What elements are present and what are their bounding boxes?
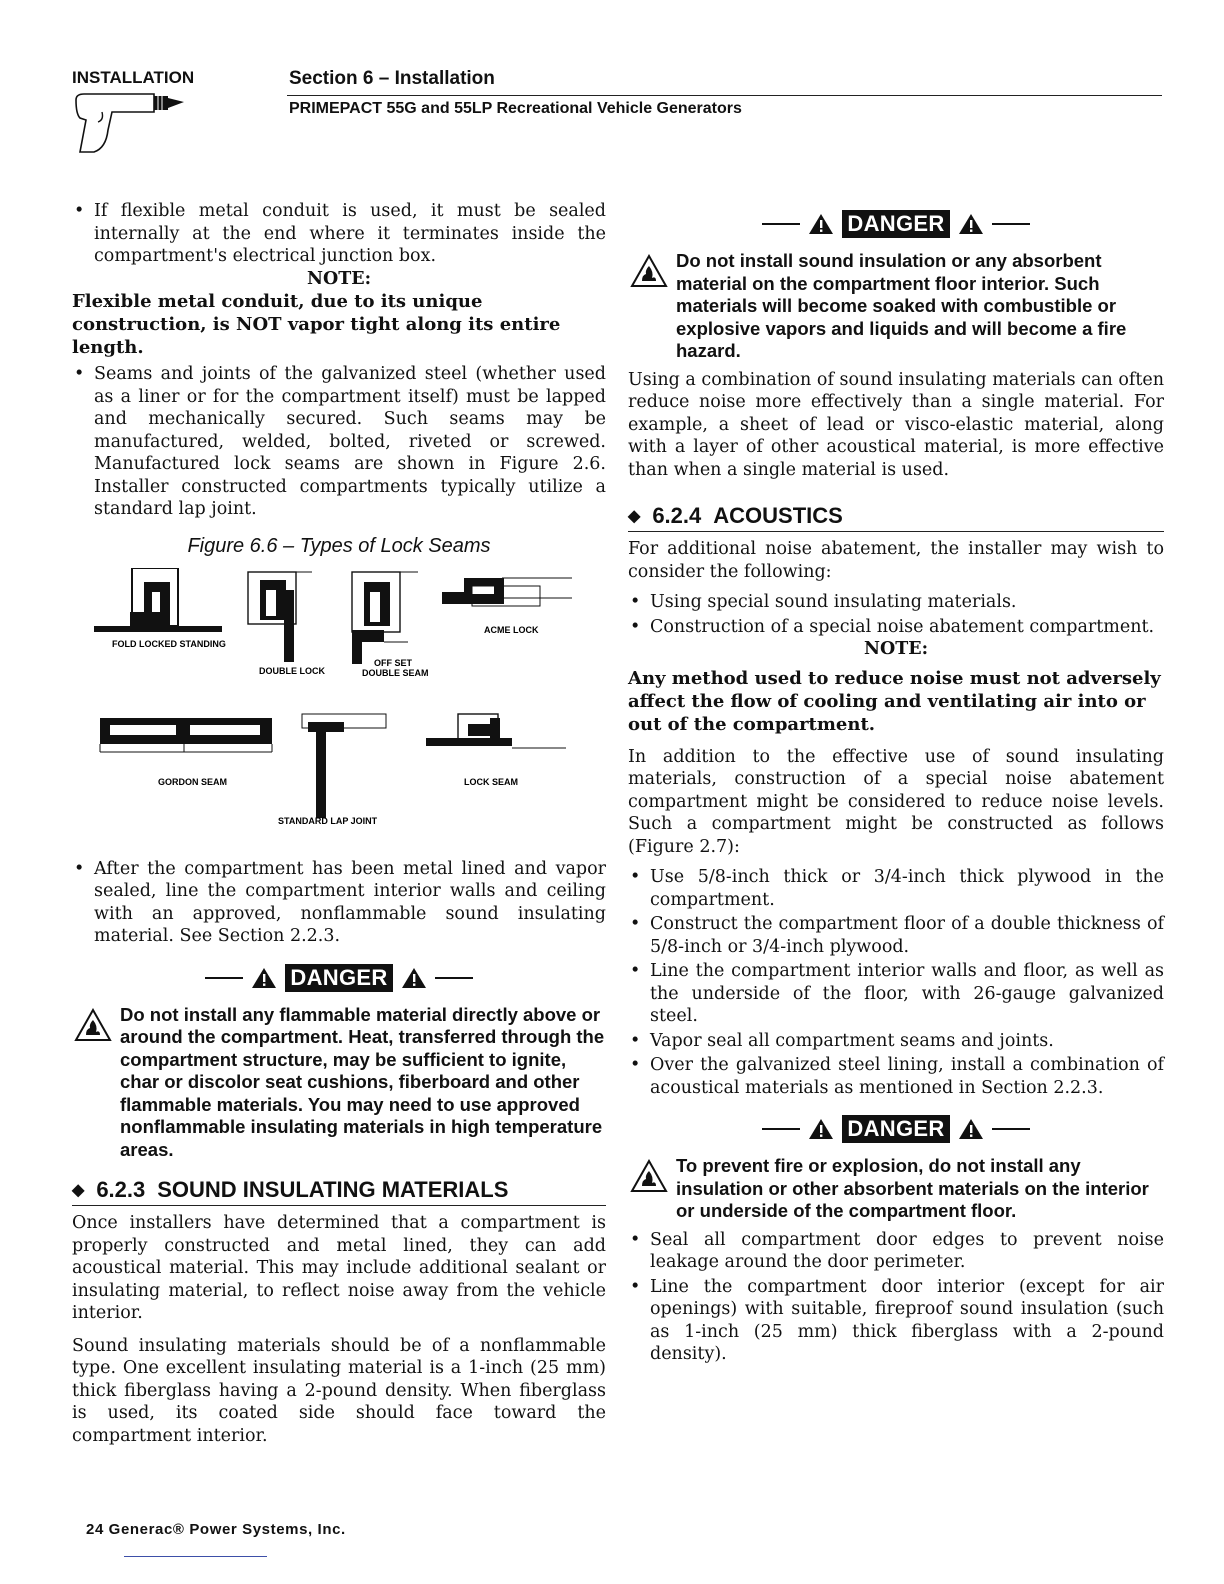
- label-double-lock: DOUBLE LOCK: [259, 665, 325, 676]
- paragraph-additional: For additional noise abatement, the installer may wish to consider the following:: [628, 539, 1164, 582]
- fire-hazard-icon: [630, 254, 668, 288]
- label-lock-seam: LOCK SEAM: [464, 776, 518, 787]
- diamond-icon: ◆: [628, 508, 641, 525]
- list-item: • Line the compartment interior walls and floor, as well as the underside of the floor, with 26-gauge galvanized steel.: [628, 960, 1164, 1028]
- danger-rule: [205, 977, 243, 979]
- figure-caption: Figure 6.6 – Types of Lock Seams: [187, 534, 491, 557]
- note-label: NOTE:: [863, 639, 929, 659]
- fold-locked-standing-seam: [94, 568, 226, 649]
- page-number: 24: [86, 1521, 104, 1538]
- paragraph-acoustical: Once installers have determined that a compartment is properly constructed and metal lined, they can add acoustical material. This may include additional sealant or insulating material, to reflect noise away from the vehicle interior.: [72, 1213, 606, 1323]
- note-label: NOTE:: [306, 268, 372, 289]
- left-column: [72, 200, 606, 1447]
- danger-text-flammable: Do not install any flammable material directly above or around the compartment. Heat, transferred through the compartment structure, may be sufficient to ignite, char or discolor seat cushions, fiberboard and other flammable materials. You may need to use approved nonflammable insulating materials in high temperature areas.: [120, 1003, 605, 1160]
- list-item: • Construct the compartment floor of a double thickness of 5/8-inch or 3/4-inch plywood.: [628, 913, 1164, 958]
- label-gordon: GORDON SEAM: [158, 776, 228, 787]
- diamond-icon: ◆: [72, 1182, 85, 1199]
- warning-triangle-icon: [808, 213, 834, 235]
- list-item: • Using special sound insulating materials.: [628, 591, 1164, 614]
- danger-rule: [992, 1128, 1030, 1130]
- danger-block-floor: [628, 250, 1164, 363]
- warning-triangle-icon: [958, 1118, 984, 1140]
- offset-double-seam: [352, 572, 429, 678]
- bullet-seams: • Seams and joints of the galvanized steel (whether used as a liner or for the compartment itself) must be lapped and mechanically secured. Such seams may be manufactured, welded, bolted, riveted or screwed. Manufactured lock seams are shown in Figure 2.6. Installer constructed compartments typically utilize a standard lap joint.: [72, 363, 606, 521]
- danger-block-flammable: [72, 1004, 606, 1162]
- danger-banner-right-1: [628, 208, 1164, 240]
- section-heading-623: [72, 1177, 606, 1206]
- gordon-seam: [100, 718, 272, 787]
- label-fold-locked: FOLD LOCKED STANDING: [112, 638, 226, 649]
- label-offset: OFF SET: [374, 657, 412, 668]
- note-noise: Any method used to reduce noise must not adversely affect the flow of cooling and ventilating air into or out of the compartment.: [628, 667, 1161, 735]
- warning-triangle-icon: [401, 967, 427, 989]
- list-item: • Vapor seal all compartment seams and joints.: [628, 1030, 1164, 1053]
- danger-text-explosion: To prevent fire or explosion, do not install any insulation or other absorbent materials on the interior or underside of the compartment floor.: [676, 1155, 1149, 1221]
- document-subtitle: PRIMEPACT 55G and 55LP Recreational Vehicle Generators: [289, 100, 742, 117]
- label-lap: STANDARD LAP JOINT: [278, 815, 378, 826]
- list-item: • Construction of a special noise abatement compartment.: [628, 616, 1164, 639]
- list-item: • Seal all compartment door edges to prevent noise leakage around the door perimeter.: [628, 1229, 1164, 1274]
- fire-hazard-icon: [74, 1008, 112, 1042]
- section-heading-624: [628, 503, 1164, 532]
- company-name: Generac® Power Systems, Inc.: [108, 1521, 346, 1538]
- lock-seam: [426, 714, 566, 787]
- paragraph-combination: Using a combination of sound insulating materials can often reduce noise more effectively than a single material. For example, a sheet of lead or visco-elastic material, along with a layer of other acoustical material, is more effective than when a single material is used.: [628, 369, 1164, 480]
- double-lock-seam: [248, 572, 325, 676]
- section-number: 6.2.3: [96, 1177, 146, 1202]
- warning-triangle-icon: [808, 1118, 834, 1140]
- drill-icon: [72, 90, 192, 156]
- danger-text-floor: Do not install sound insulation or any absorbent material on the compartment floor interior. Such materials will become soaked with combustible or explosive vapors and liquids and will become a fire hazard.: [676, 250, 1127, 361]
- danger-rule: [992, 223, 1030, 225]
- installation-label: INSTALLATION: [72, 68, 195, 87]
- right-column: [628, 200, 1164, 1366]
- list-item: • Over the galvanized steel lining, install a combination of acoustical materials as mentioned in Section 2.2.3.: [628, 1054, 1164, 1099]
- danger-banner-left: [72, 962, 606, 994]
- lock-seams-diagram: [72, 568, 606, 848]
- section-title: Section 6 – Installation: [289, 68, 495, 89]
- page-footer: [86, 1521, 346, 1538]
- bullet-conduit: • If flexible metal conduit is used, it must be sealed internally at the end where it terminates inside the compartment's electrical junction box.: [72, 200, 606, 268]
- list-item: • Use 5/8-inch thick or 3/4-inch thick plywood in the compartment.: [628, 866, 1164, 911]
- fire-hazard-icon: [630, 1159, 668, 1193]
- paragraph-construction: In addition to the effective use of sound insulating materials, construction of a special noise abatement compartment might be considered to reduce noise levels. Such a compartment might be constructed as follows (Figure 2.7):: [628, 746, 1164, 857]
- section-number: 6.2.4: [652, 503, 702, 528]
- section-heading-title: ACOUSTICS: [713, 503, 843, 528]
- paragraph-nonflammable: Sound insulating materials should be of a nonflammable type. One excellent insulating material is a 1-inch (25 mm) thick fiberglass having a 2-pound density. When fiberglass is used, its coated side should face toward the compartment interior.: [72, 1335, 606, 1446]
- acme-lock-seam: [442, 578, 572, 635]
- bullet-after-lining: • After the compartment has been metal lined and vapor sealed, line the compartment interior walls and ceiling with an approved, nonflammable sound insulating material. See Section 2.2.3.: [72, 858, 606, 948]
- danger-banner-right-2: [628, 1113, 1164, 1145]
- danger-block-explosion: [628, 1155, 1164, 1223]
- section-heading-title: SOUND INSULATING MATERIALS: [157, 1177, 509, 1202]
- danger-label: DANGER: [842, 1115, 949, 1143]
- danger-rule: [762, 223, 800, 225]
- danger-rule: [435, 977, 473, 979]
- warning-triangle-icon: [958, 213, 984, 235]
- warning-triangle-icon: [251, 967, 277, 989]
- danger-label: DANGER: [285, 964, 392, 992]
- label-double-seam: DOUBLE SEAM: [362, 667, 429, 678]
- footer-rule: [124, 1556, 267, 1557]
- standard-lap-joint: [278, 714, 386, 826]
- danger-rule: [762, 1128, 800, 1130]
- label-acme: ACME LOCK: [484, 624, 539, 635]
- danger-label: DANGER: [842, 210, 949, 238]
- header-rule: [287, 95, 1162, 96]
- list-item: • Line the compartment door interior (except for air openings) with suitable, fireproof sound insulation (such as 1-inch (25 mm) thick fiberglass with a 2-pound density).: [628, 1276, 1164, 1366]
- note-conduit: Flexible metal conduit, due to its unique construction, is NOT vapor tight along its entire length.: [72, 291, 561, 358]
